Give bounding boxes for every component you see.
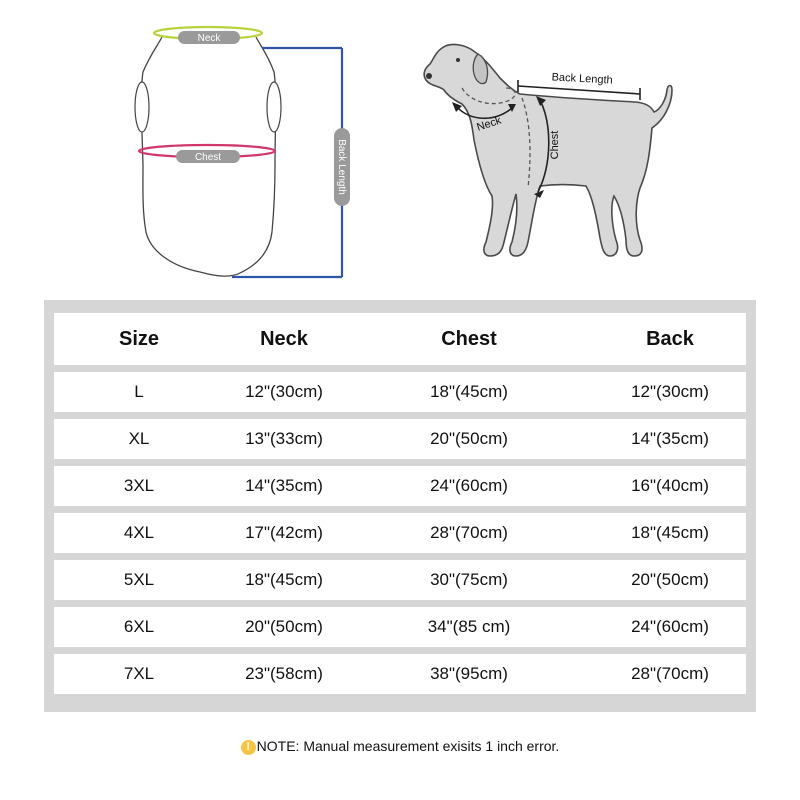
dog-nose xyxy=(426,73,432,79)
cell-neck: 14"(35cm) xyxy=(224,459,344,506)
note-text: NOTE: Manual measurement exisits 1 inch error. xyxy=(256,738,560,754)
back-length-line xyxy=(232,48,342,277)
cell-chest: 28"(70cm) xyxy=(344,506,594,553)
table-row xyxy=(54,365,746,412)
measurement-illustration xyxy=(0,0,800,300)
dog-chest-label: Chest xyxy=(549,130,561,160)
cell-size: 4XL xyxy=(54,506,224,553)
back-length-label: Back Length xyxy=(336,139,347,195)
right-armhole xyxy=(267,82,281,132)
header-neck: Neck xyxy=(224,313,344,365)
cell-neck: 23"(58cm) xyxy=(224,647,344,694)
cell-back: 24"(60cm) xyxy=(594,600,746,647)
cell-size: 3XL xyxy=(54,459,224,506)
cell-chest: 20"(50cm) xyxy=(344,412,594,459)
cell-neck: 13"(33cm) xyxy=(224,412,344,459)
cell-chest: 24"(60cm) xyxy=(344,459,594,506)
measurement-note xyxy=(0,738,800,755)
warning-icon: ! xyxy=(241,740,256,755)
cell-size: 6XL xyxy=(54,600,224,647)
garment-diagram xyxy=(135,27,350,277)
left-armhole xyxy=(135,82,149,132)
dog-back-length-line xyxy=(518,86,640,94)
chest-label: Chest xyxy=(194,152,222,163)
dog-neck-label: Neck xyxy=(475,114,503,134)
table-header-row xyxy=(54,313,746,365)
table-row xyxy=(54,553,746,600)
cell-size: 5XL xyxy=(54,553,224,600)
dog-diagram xyxy=(424,45,672,256)
cell-neck: 18"(45cm) xyxy=(224,553,344,600)
cell-size: 7XL xyxy=(54,647,224,694)
cell-chest: 30"(75cm) xyxy=(344,553,594,600)
cell-back: 18"(45cm) xyxy=(594,506,746,553)
cell-chest: 18"(45cm) xyxy=(344,365,594,412)
header-back: Back xyxy=(594,313,746,365)
cell-back: 14"(35cm) xyxy=(594,412,746,459)
cell-back: 16"(40cm) xyxy=(594,459,746,506)
cell-back: 20"(50cm) xyxy=(594,553,746,600)
table-row xyxy=(54,600,746,647)
cell-back: 28"(70cm) xyxy=(594,647,746,694)
cell-neck: 12"(30cm) xyxy=(224,365,344,412)
cell-neck: 20"(50cm) xyxy=(224,600,344,647)
neck-label: Neck xyxy=(197,33,221,44)
table-row xyxy=(54,506,746,553)
cell-chest: 34"(85 cm) xyxy=(344,600,594,647)
header-size: Size xyxy=(54,313,224,365)
dog-ear xyxy=(473,54,487,84)
table-row xyxy=(54,459,746,506)
header-chest: Chest xyxy=(344,313,594,365)
table-row xyxy=(54,647,746,694)
cell-size: L xyxy=(54,365,224,412)
size-table xyxy=(54,313,746,694)
cell-neck: 17"(42cm) xyxy=(224,506,344,553)
dog-back-length-label: Back Length xyxy=(551,71,614,87)
table-row xyxy=(54,412,746,459)
dog-eye xyxy=(456,58,460,62)
cell-size: XL xyxy=(54,412,224,459)
cell-back: 12"(30cm) xyxy=(594,365,746,412)
cell-chest: 38"(95cm) xyxy=(344,647,594,694)
